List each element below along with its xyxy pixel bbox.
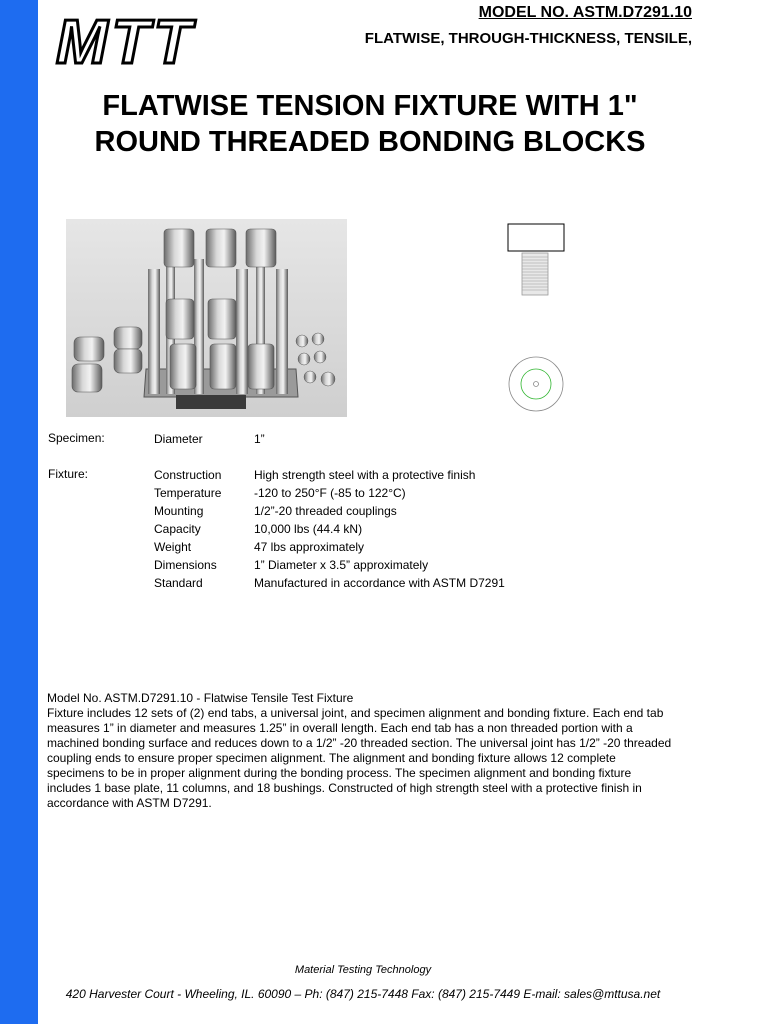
spec-value: Manufactured in accordance with ASTM D7291 [254,576,505,590]
description-line: specimens to be in proper alignment during the bonding process. The specimen alignment and bonding fixture [47,766,632,780]
spec-name: Temperature [154,486,222,500]
spec-value: 1” Diameter x 3.5” approximately [254,558,429,572]
spec-name: Diameter [154,432,203,446]
specimen-label: Specimen: [48,431,105,445]
blue-side-bar [0,0,38,1024]
spec-value: High strength steel with a protective finish [254,468,476,482]
spec-name: Dimensions [154,558,217,572]
test-type-subtitle: FLATWISE, THROUGH-THICKNESS, TENSILE, [364,30,692,47]
end-tab-side-view-drawing [505,222,567,298]
product-description [47,691,707,811]
description-line: measures 1” in diameter and measures 1.25” in overall length. Each end tab has a non threaded portion with a [47,721,633,735]
end-tab-top-view-drawing [505,353,567,415]
description-line: accordance with ASTM D7291. [47,796,212,810]
spec-name: Standard [154,576,203,590]
mtt-logo [50,8,200,70]
spec-name: Capacity [154,522,201,536]
spec-value: 1” [254,432,265,446]
description-line: coupling ends to ensure proper specimen alignment. The alignment and bonding fixture allows 12 complete [47,751,616,765]
logo-text: MTT [56,8,196,70]
description-line: machined bonding surface and reduces down to a 1/2” -20 threaded section. The universal joint has 1/2” -20 threaded [47,736,672,750]
fixture-label: Fixture: [48,467,89,481]
spec-value: -120 to 250°F (-85 to 122°C) [254,486,406,500]
description-line: Fixture includes 12 sets of (2) end tabs, a universal joint, and specimen alignment and bonding fixture. Each end tab [47,706,664,720]
fixture-photo [66,219,347,417]
spec-name: Weight [154,540,192,554]
footer-company-name: Material Testing Technology [294,964,432,976]
spec-value: 10,000 lbs (44.4 kN) [254,522,363,536]
description-line: Model No. ASTM.D7291.10 - Flatwise Tensile Test Fixture [47,691,354,705]
description-line: includes 1 base plate, 11 columns, and 18 bushings. Constructed of high strength steel with a protective finish in [47,781,642,795]
spec-value: 1/2”-20 threaded couplings [254,504,397,518]
spec-name: Mounting [154,504,204,518]
page-title-line-2: ROUND THREADED BONDING BLOCKS [94,126,646,158]
footer-contact-info: 420 Harvester Court - Wheeling, IL. 60090 – Ph: (847) 215-7448 Fax: (847) 215-7449 E-mail: sales@mttusa.net [65,987,661,1001]
model-number: MODEL NO. ASTM.D7291.10 [478,4,692,21]
page-title-line-1: FLATWISE TENSION FIXTURE WITH 1" [102,90,638,122]
spec-name: Construction [154,468,222,482]
spec-value: 47 lbs approximately [254,540,365,554]
